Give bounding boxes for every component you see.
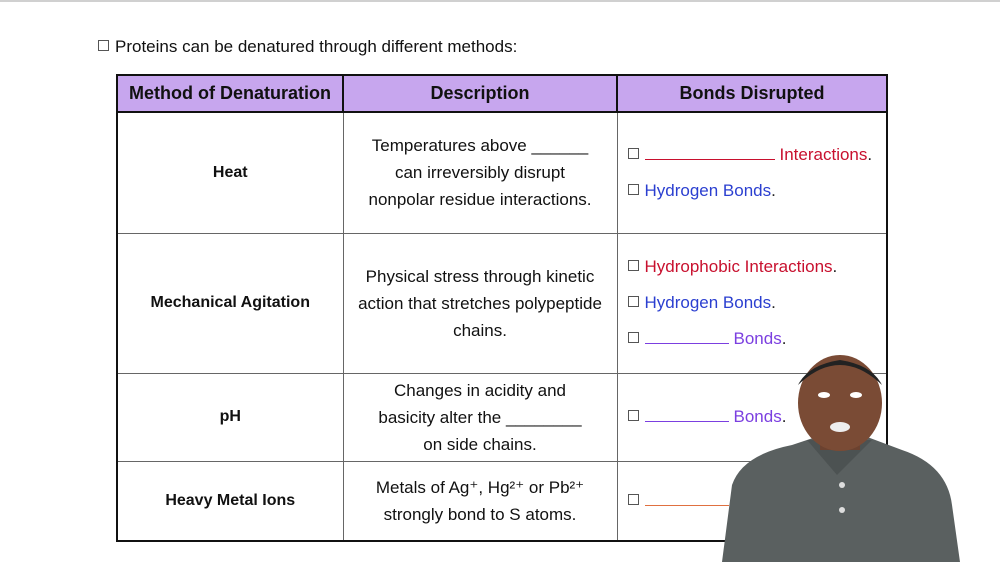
answer-blank	[645, 158, 775, 160]
bond-label: Interactions	[779, 144, 868, 164]
description-line: Physical stress through kinetic	[365, 266, 595, 286]
checkbox-icon[interactable]	[628, 410, 639, 421]
method-cell: pH	[117, 373, 343, 461]
description-line: Changes in acidity and	[393, 380, 566, 400]
description-line: basicity alter the ________	[378, 407, 582, 427]
description-line: Temperatures above ______	[371, 136, 589, 156]
description-cell	[343, 461, 617, 541]
bond-item: Hydrogen Bonds.	[628, 173, 886, 209]
checkbox-icon[interactable]	[628, 494, 639, 505]
bond-item: Hydrogen Bonds.	[628, 285, 886, 321]
bonds-cell	[617, 233, 887, 373]
description-line: action that stretches polypeptide	[358, 293, 602, 313]
description-line: can irreversibly disrupt	[394, 163, 566, 183]
table-row	[117, 233, 887, 373]
description-line: nonpolar residue interactions.	[368, 190, 592, 210]
intro-text	[98, 37, 517, 57]
header-description: Description	[343, 75, 617, 112]
presenter-video	[712, 355, 962, 562]
bond-label: Hydrogen Bonds	[644, 293, 772, 312]
table-row	[117, 112, 887, 233]
header-method: Method of Denaturation	[117, 75, 343, 112]
description-line: strongly bond to S atoms.	[383, 504, 577, 524]
description-cell	[343, 233, 617, 373]
answer-blank	[645, 342, 729, 344]
description-cell	[343, 373, 617, 461]
description-line: Metals of Ag⁺, Hg²⁺ or Pb²⁺	[375, 477, 585, 497]
method-cell: Heat	[117, 112, 343, 233]
bond-item: Bonds.	[628, 321, 886, 357]
bonds-cell	[617, 112, 887, 233]
method-cell: Mechanical Agitation	[117, 233, 343, 373]
checkbox-icon	[98, 40, 109, 51]
checkbox-icon[interactable]	[628, 260, 639, 271]
header-bonds: Bonds Disrupted	[617, 75, 887, 112]
bond-item: Hydrophobic Interactions.	[628, 249, 886, 285]
checkbox-icon[interactable]	[628, 148, 639, 159]
bond-item: Bonds.	[628, 399, 886, 435]
description-line: on side chains.	[423, 434, 537, 454]
bond-label: Hydrophobic Interactions	[644, 257, 833, 276]
checkbox-icon[interactable]	[628, 332, 639, 343]
intro-label: Proteins can be denatured through different methods:	[115, 37, 518, 56]
top-divider	[0, 0, 1000, 2]
checkbox-icon[interactable]	[628, 296, 639, 307]
bond-label: Hydrogen Bonds	[644, 180, 772, 200]
method-cell: Heavy Metal Ions	[117, 461, 343, 541]
checkbox-icon[interactable]	[628, 184, 639, 195]
bond-label: Bonds	[733, 407, 782, 426]
bond-label: Bonds	[733, 329, 782, 348]
bond-item: Interactions.	[628, 137, 886, 173]
description-line: chains.	[453, 320, 507, 340]
description-cell	[343, 112, 617, 233]
